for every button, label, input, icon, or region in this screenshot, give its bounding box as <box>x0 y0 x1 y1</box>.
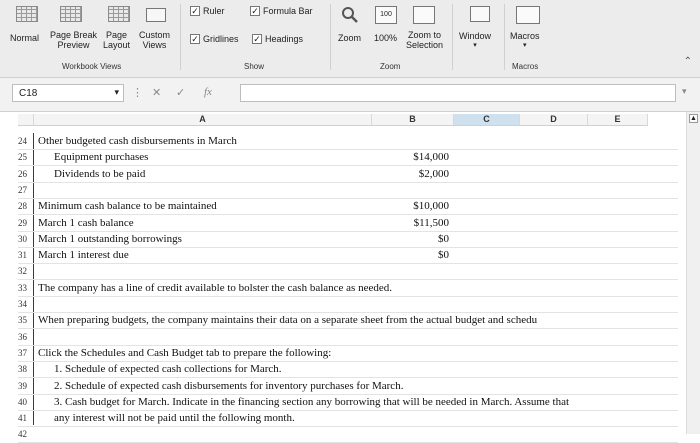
cell-a[interactable]: 1. Schedule of expected cash collections for March. <box>54 363 282 375</box>
page-break-preview-icon[interactable] <box>60 6 82 22</box>
layout-label: Layout <box>103 40 131 50</box>
chevron-down-icon: ▾ <box>523 42 527 49</box>
cell-a[interactable]: Dividends to be paid <box>54 168 146 180</box>
formula-bar-check-icon: ✓ <box>251 6 259 16</box>
ribbon-divider <box>330 4 331 70</box>
row-gridline <box>18 345 678 346</box>
scroll-up-icon[interactable]: ▲ <box>690 115 697 122</box>
page-break-preview-button[interactable] <box>50 30 97 50</box>
row-number[interactable]: 39 <box>18 381 27 391</box>
cell-a[interactable]: 3. Cash budget for March. Indicate in the financing section any borrowing that will be needed in March. Assume that <box>54 396 570 408</box>
row-number[interactable]: 26 <box>18 169 27 179</box>
normal-view-icon[interactable] <box>16 6 38 22</box>
row-gridline <box>18 279 678 280</box>
chevron-down-icon: ▾ <box>473 42 477 49</box>
cell-a[interactable]: March 1 outstanding borrowings <box>38 233 182 245</box>
formula-input[interactable] <box>240 84 676 102</box>
cell-a[interactable]: any interest will not be paid until the following month. <box>54 412 295 424</box>
more-options-icon[interactable]: ⋮ <box>132 87 143 99</box>
views-label: Views <box>142 40 167 50</box>
zoom-to-selection-button[interactable] <box>406 30 443 50</box>
row-gridline <box>18 263 678 264</box>
gridlines-checkbox[interactable] <box>190 34 239 44</box>
column-header-a[interactable]: A <box>34 114 372 126</box>
row-number[interactable]: 27 <box>18 185 27 195</box>
cell-a[interactable]: Click the Schedules and Cash Budget tab to prepare the following: <box>38 347 332 359</box>
page-layout-button[interactable] <box>103 30 130 50</box>
row-number[interactable]: 38 <box>18 364 27 374</box>
macros-group-label: Macros <box>512 62 539 71</box>
cell-b[interactable]: $10,000 <box>413 200 449 212</box>
row-number[interactable]: 29 <box>18 218 27 228</box>
row-number[interactable]: 30 <box>18 234 27 244</box>
cell-a[interactable]: Other budgeted cash disbursements in March <box>38 135 237 147</box>
row-gridline <box>18 182 678 183</box>
cell-a[interactable]: March 1 cash balance <box>38 217 134 229</box>
ribbon-divider <box>452 4 453 70</box>
zoom-100-button[interactable]: 100% <box>374 33 398 43</box>
chevron-down-icon[interactable]: ▾ <box>114 87 119 97</box>
preview-label: Preview <box>57 40 90 50</box>
cell-a[interactable]: Minimum cash balance to be maintained <box>38 200 217 212</box>
workbook-views-group-label: Workbook Views <box>62 62 122 71</box>
zoom-group-label: Zoom <box>380 62 401 71</box>
cell-b[interactable]: $2,000 <box>418 168 449 180</box>
row-gridline <box>18 247 678 248</box>
row-number[interactable]: 37 <box>18 348 27 358</box>
page-label: Page <box>106 30 128 40</box>
cell-b[interactable]: $14,000 <box>413 151 449 163</box>
row-gridline <box>18 214 678 215</box>
column-header-c[interactable]: C <box>454 114 520 126</box>
name-box[interactable] <box>12 84 124 102</box>
row-gridline <box>18 410 678 411</box>
row-gridline <box>18 231 678 232</box>
cell-b[interactable]: $11,500 <box>413 217 449 229</box>
page-break-label: Page Break <box>50 30 98 40</box>
column-header-e[interactable]: E <box>588 114 648 126</box>
normal-button[interactable]: Normal <box>10 33 40 43</box>
row-number[interactable]: 40 <box>18 397 27 407</box>
row-number[interactable]: 33 <box>18 283 27 293</box>
macros-button[interactable] <box>510 31 540 51</box>
cell-a[interactable]: March 1 interest due <box>38 249 129 261</box>
cell-a[interactable]: 2. Schedule of expected cash disbursements for inventory purchases for March. <box>54 380 404 392</box>
zoom-button[interactable]: Zoom <box>338 33 362 43</box>
row-gridline <box>18 426 678 427</box>
window-icon[interactable] <box>470 6 490 22</box>
headings-checkbox[interactable] <box>252 34 303 44</box>
macros-label: Macros <box>510 31 540 41</box>
row-gridline <box>18 394 678 395</box>
formula-bar-checkbox[interactable] <box>250 6 313 16</box>
cell-a[interactable]: When preparing budgets, the company maintains their data on a separate sheet from the actual budget and schedu <box>38 314 538 326</box>
row-number[interactable]: 32 <box>18 266 27 276</box>
row-number[interactable]: 25 <box>18 152 27 162</box>
macros-icon[interactable] <box>516 6 540 24</box>
row-number[interactable]: 31 <box>18 250 27 260</box>
cancel-icon[interactable]: ✕ <box>152 87 162 99</box>
ruler-label: Ruler <box>203 6 225 16</box>
row-number[interactable]: 34 <box>18 299 27 309</box>
window-label: Window <box>459 31 492 41</box>
row-number[interactable]: 28 <box>18 201 27 211</box>
row-number[interactable]: 36 <box>18 332 27 342</box>
cell-a[interactable]: Equipment purchases <box>54 151 149 163</box>
ribbon-divider <box>180 4 181 70</box>
zoom-to-selection-icon[interactable] <box>413 6 435 24</box>
ruler-checkbox[interactable] <box>190 6 225 16</box>
insert-function-icon[interactable]: fx <box>204 86 212 98</box>
column-header-d[interactable]: D <box>520 114 588 126</box>
page-layout-icon[interactable] <box>108 6 130 22</box>
selection-label: Selection <box>406 40 444 50</box>
select-all-corner[interactable] <box>18 114 34 126</box>
zoom-100-icon[interactable]: 100 <box>375 6 397 24</box>
row-gridline <box>18 377 678 378</box>
row-gridline <box>18 198 678 199</box>
ruler-check-icon: ✓ <box>191 6 199 16</box>
cell-b[interactable]: $0 <box>438 249 449 261</box>
row-gridline <box>18 328 678 329</box>
ribbon-divider <box>504 4 505 70</box>
name-box-value: C18 <box>19 88 38 99</box>
cell-a[interactable]: The company has a line of credit available to bolster the cash balance as needed. <box>38 282 392 294</box>
row-gridline <box>18 149 678 150</box>
row-number[interactable]: 24 <box>18 136 27 146</box>
row-gridline <box>18 361 678 362</box>
headings-check-icon: ✓ <box>253 34 261 44</box>
gridlines-check-icon: ✓ <box>191 34 199 44</box>
custom-label: Custom <box>139 30 171 40</box>
expand-formula-bar-icon[interactable]: ▾ <box>682 86 687 96</box>
cell-b[interactable]: $0 <box>438 233 449 245</box>
zoom-to-label: Zoom to <box>408 30 442 40</box>
view-ribbon <box>0 0 700 78</box>
formula-bar-label: Formula Bar <box>263 6 313 16</box>
zoom-icon[interactable] <box>340 6 360 24</box>
headings-label: Headings <box>265 34 304 44</box>
column-header-b[interactable]: B <box>372 114 454 126</box>
gridlines-label: Gridlines <box>203 34 239 44</box>
show-group-label: Show <box>244 62 265 71</box>
enter-icon[interactable]: ✓ <box>176 87 186 99</box>
window-button[interactable] <box>459 31 491 51</box>
row-number[interactable]: 41 <box>18 413 27 423</box>
custom-views-icon[interactable] <box>146 8 166 22</box>
row-number[interactable]: 35 <box>18 315 27 325</box>
vertical-scrollbar[interactable] <box>686 112 700 434</box>
row-gridline <box>18 296 678 297</box>
collapse-ribbon-icon[interactable]: ⌃ <box>683 56 692 67</box>
row-number[interactable]: 42 <box>18 429 27 439</box>
row-gridline <box>18 165 678 166</box>
custom-views-button[interactable] <box>139 30 170 50</box>
row-gridline <box>18 312 678 313</box>
